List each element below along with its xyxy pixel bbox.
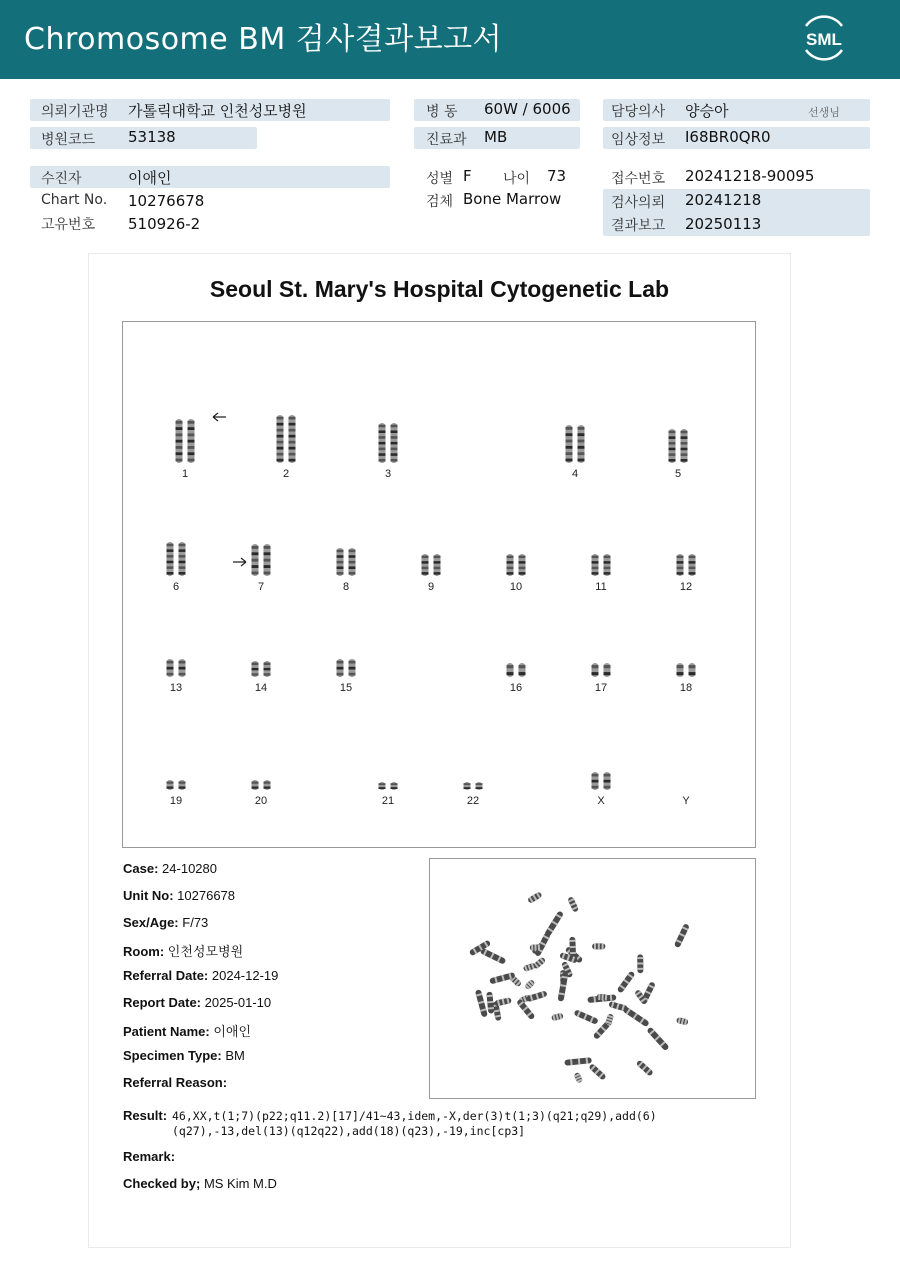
refdate-value: 2024-12-19 — [211, 968, 279, 983]
report-title: Chromosome BM 검사결과보고서 — [24, 22, 503, 57]
report-header — [0, 0, 900, 79]
hospital-code-label: 병원코드 — [41, 132, 96, 148]
case-value: 24-10280 — [162, 861, 217, 876]
pname-label: Patient Name: — [123, 1024, 210, 1039]
arrow-icon — [213, 413, 226, 421]
chromosome-pair-21 — [379, 782, 398, 807]
doctor-suffix: 선생님 — [808, 106, 840, 119]
checked-label: Checked by; — [123, 1176, 201, 1191]
chromosome-pair-3 — [379, 423, 398, 480]
result-label: Result: — [123, 1108, 168, 1123]
chromosome-pair-15 — [337, 659, 356, 694]
unit-field — [123, 888, 235, 903]
metaphase-chromosome — [573, 1072, 583, 1084]
metaphase-chromosome — [524, 979, 536, 990]
dept-value: MB — [484, 128, 508, 146]
ward-value: 60W / 6006 — [484, 100, 571, 118]
metaphase-chromosome — [551, 1013, 564, 1022]
sex-label: 성별 — [426, 171, 454, 187]
lab-title: Seoul St. Mary's Hospital Cytogenetic Lab — [209, 276, 670, 302]
report-date-value: 20250113 — [685, 215, 762, 233]
arrow-icon — [233, 558, 246, 566]
chromosome-pair-20 — [252, 780, 271, 807]
refdate-field — [123, 968, 278, 983]
chromosome-label: 6 — [172, 581, 180, 593]
metaphase-chromosome — [544, 910, 564, 937]
chromosome-pair-8 — [337, 548, 356, 593]
metaphase-chromosome — [526, 990, 548, 1002]
metaphase-chromosome — [564, 1057, 592, 1066]
metaphase-chromosome — [588, 1063, 606, 1081]
chromosome-label: 4 — [571, 468, 579, 480]
chromosome-pair-16 — [507, 663, 526, 694]
chromosome-pair-1 — [176, 419, 195, 480]
chromosome-label: 19 — [169, 795, 183, 807]
doctor-value: 양승아 — [685, 102, 729, 120]
receipt-value: 20241218-90095 — [685, 167, 815, 185]
metaphase-chromosome — [597, 994, 609, 1001]
sexage-label: Sex/Age: — [123, 915, 179, 930]
chart-value: 10276678 — [128, 192, 205, 210]
chromosome-label: 16 — [509, 682, 523, 694]
karyogram-image — [122, 321, 756, 848]
chromosome-label: 5 — [674, 468, 682, 480]
chromosome-label: 9 — [427, 581, 435, 593]
hospital-code-value: 53138 — [128, 128, 176, 146]
unit-value: 10276678 — [177, 888, 236, 903]
metaphase-chromosome — [646, 1027, 669, 1052]
metaphase-chromosome — [486, 992, 494, 1014]
metaphase-chromosome — [494, 997, 512, 1007]
chromosome-label: 22 — [466, 795, 480, 807]
sex-value: F — [463, 167, 472, 185]
clinical-value: I68BR0QR0 — [685, 128, 771, 146]
metaphase-chromosome — [523, 962, 537, 972]
room-label: Room: — [123, 944, 165, 959]
metaphase-chromosome — [558, 972, 569, 1002]
chromosome-label: 12 — [679, 581, 693, 593]
metaphase-chromosome — [617, 971, 636, 994]
metaphase-image — [429, 858, 756, 1099]
chromosome-pair-22 — [464, 782, 483, 807]
metaphase-chromosome — [574, 1009, 599, 1025]
metaphase-chromosome — [674, 923, 690, 948]
chromosome-label: Y — [682, 795, 690, 807]
reason-field — [123, 1075, 227, 1090]
result-value: 46,XX,t(1;7)(p22;q11.2)[17]/41~43,idem,-X,der(3)t(1;3)(q21;q29),add(6)(q27),-13,del(13)(q12q22),add(18)(q23),-19,inc[cp3] — [172, 1109, 657, 1138]
band-patient — [30, 166, 390, 188]
case-field — [123, 861, 217, 876]
request-label: 검사의뢰 — [611, 195, 666, 211]
chromosome-pair-X — [592, 772, 611, 807]
chromosome-label: 1 — [181, 468, 189, 480]
chromosome-pair-12 — [677, 554, 696, 593]
chromosome-pair-7 — [252, 544, 271, 593]
chromosome-label: 3 — [384, 468, 392, 480]
chromosome-pair-19 — [167, 780, 186, 807]
checked-value: MS Kim M.D — [203, 1176, 277, 1191]
institution-label: 의뢰기관명 — [41, 104, 109, 120]
chromosome-pair-6 — [167, 542, 186, 593]
spec-field — [123, 1048, 245, 1063]
sexage-value: F/73 — [182, 915, 209, 930]
age-value: 73 — [547, 167, 567, 185]
specimen-label: 검체 — [426, 194, 454, 210]
doctor-label: 담당의사 — [611, 104, 666, 120]
room-value: 인천성모병원 — [167, 944, 244, 959]
metaphase-chromosome — [567, 896, 579, 912]
chromosome-label: 14 — [254, 682, 268, 694]
spec-label: Specimen Type: — [123, 1048, 222, 1063]
metaphase-chromosome — [475, 989, 488, 1017]
chromosome-pair-10 — [507, 554, 526, 593]
chromosome-pair-5 — [669, 429, 688, 480]
chromosome-pair-14 — [252, 661, 271, 694]
chart-label: Chart No. — [41, 192, 108, 208]
logo-text: SML — [806, 30, 842, 49]
chromosome-pair-17 — [592, 663, 611, 694]
request-value: 20241218 — [685, 191, 762, 209]
metaphase-chromosome — [530, 944, 542, 950]
chromosome-label: 2 — [282, 468, 290, 480]
metaphase-chromosome — [592, 943, 605, 949]
repdate-value: 2025-01-10 — [204, 995, 272, 1010]
metaphase-chromosome — [636, 1060, 654, 1077]
metaphase-chromosome — [676, 1017, 689, 1025]
repdate-label: Report Date: — [123, 995, 202, 1010]
pname-field — [123, 1021, 251, 1040]
metaphase-chromosome — [608, 1001, 628, 1012]
chromosome-label: 18 — [679, 682, 693, 694]
report-date-label: 결과보고 — [611, 218, 666, 234]
karyotype-report — [88, 253, 791, 1248]
unique-label: 고유번호 — [41, 217, 96, 233]
chromosome-label: X — [597, 795, 605, 807]
chromosome-pair-2 — [277, 415, 296, 480]
metaphase-chromosome — [480, 947, 507, 964]
remark-label: Remark: — [123, 1149, 176, 1164]
chromosome-pair-18 — [677, 663, 696, 694]
chromosome-label: 15 — [339, 682, 353, 694]
patient-label: 수진자 — [41, 171, 82, 187]
patient-value: 이애인 — [128, 169, 172, 187]
metaphase-chromosome — [569, 937, 576, 958]
chromosome-label: 11 — [595, 581, 607, 593]
unique-value: 510926-2 — [128, 215, 201, 233]
chromosome-pair-11 — [592, 554, 611, 593]
reason-label: Referral Reason: — [123, 1075, 228, 1090]
metaphase-chromosome — [527, 891, 543, 904]
unit-label: Unit No: — [123, 888, 174, 903]
repdate-field — [123, 995, 271, 1010]
remark-field — [123, 1149, 175, 1164]
dept-label: 진료과 — [426, 132, 467, 148]
chromosome-label: 13 — [169, 682, 183, 694]
age-label: 나이 — [503, 171, 531, 187]
institution-value: 가톨릭대학교 인천성모병원 — [128, 102, 307, 120]
checked-field — [123, 1176, 277, 1191]
specimen-value: Bone Marrow — [463, 190, 562, 208]
chromosome-label: 7 — [257, 581, 265, 593]
ward-label: 병 동 — [426, 104, 458, 120]
chromosome-pair-9 — [422, 554, 441, 593]
chromosome-pair-Y — [682, 795, 690, 807]
chromosome-label: 21 — [381, 795, 395, 807]
sexage-field — [123, 915, 208, 930]
receipt-label: 접수번호 — [611, 171, 666, 187]
chromosome-pair-13 — [167, 659, 186, 694]
chromosome-label: 8 — [342, 581, 350, 593]
chromosome-label: 10 — [509, 581, 523, 593]
metaphase-chromosome — [637, 954, 643, 973]
refdate-label: Referral Date: — [123, 968, 209, 983]
clinical-label: 임상정보 — [611, 132, 666, 148]
chromosome-label: 17 — [594, 682, 608, 694]
sml-logo — [796, 12, 852, 64]
spec-value: BM — [225, 1048, 245, 1063]
chromosome-pair-4 — [566, 425, 585, 480]
pname-value: 이애인 — [213, 1024, 252, 1039]
case-label: Case: — [123, 861, 159, 876]
metaphase-chromosome — [489, 972, 515, 985]
chromosome-label: 20 — [254, 795, 268, 807]
room-field — [123, 941, 243, 960]
